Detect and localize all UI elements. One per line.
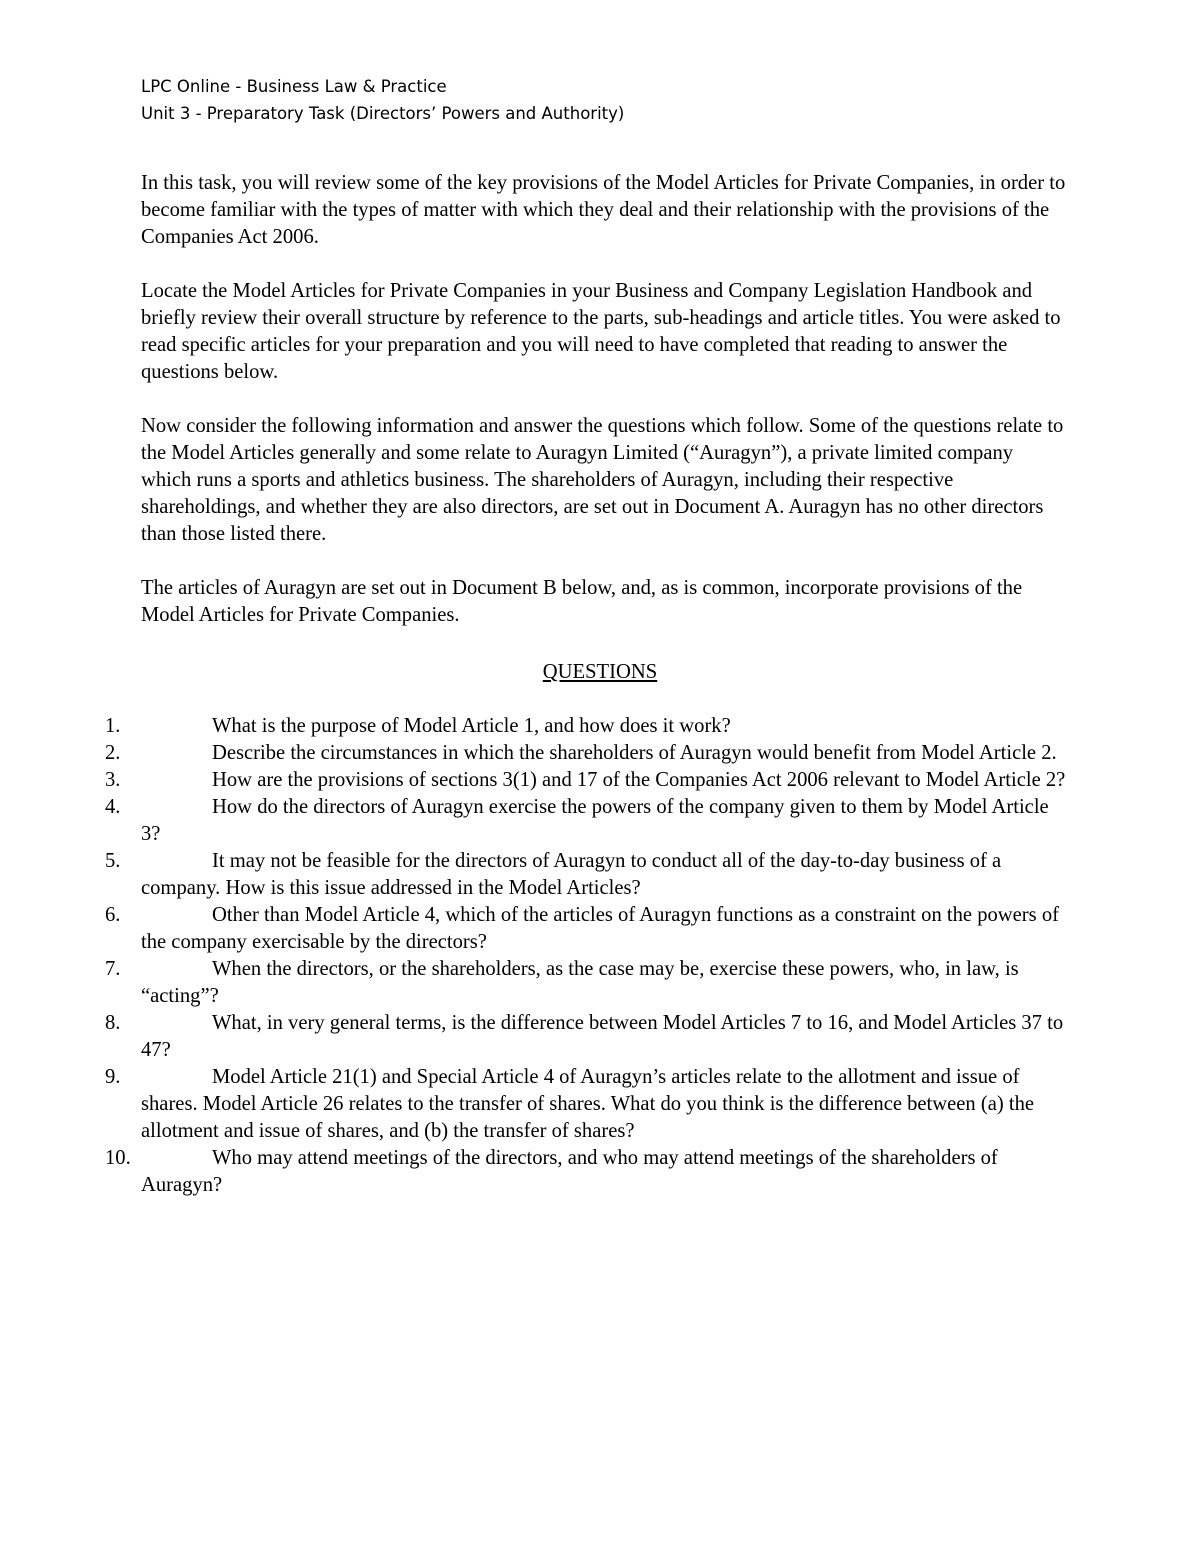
articles-paragraph: The articles of Auragyn are set out in Document B below, and, as is common, incorporate provisions of the Model Articles for Private Companies. xyxy=(141,577,1023,626)
question-item xyxy=(0,902,1071,956)
question-text: How do the directors of Auragyn exercise the powers of the company given to them by Model Article 3? xyxy=(141,796,1049,845)
question-item xyxy=(0,740,1071,767)
question-item xyxy=(0,848,1071,902)
questions-heading: QUESTIONS xyxy=(542,661,658,683)
question-text: Who may attend meetings of the directors, and who may attend meetings of the shareholders of Auragyn? xyxy=(141,1147,998,1196)
question-item xyxy=(0,794,1071,848)
question-item xyxy=(0,713,1071,740)
question-number: 7. xyxy=(105,958,121,980)
question-text: It may not be feasible for the directors of Auragyn to conduct all of the day-to-day business of a company. How is this issue addressed in the Model Articles? xyxy=(141,850,1002,899)
question-number: 8. xyxy=(105,1012,121,1034)
instructions-paragraph: Locate the Model Articles for Private Companies in your Business and Company Legislation Handbook and briefly review their overall structure by reference to the parts, sub-headings and article titles. You were asked to read specific articles for your preparation and you will need to have completed that reading to answer the questions below. xyxy=(141,280,1061,383)
question-number: 6. xyxy=(105,904,121,926)
question-item xyxy=(0,767,1071,794)
question-text: How are the provisions of sections 3(1) and 17 of the Companies Act 2006 relevant to Model Article 2? xyxy=(212,769,1066,791)
question-number: 4. xyxy=(105,796,121,818)
question-item xyxy=(0,1064,1071,1145)
question-item xyxy=(0,1010,1071,1064)
question-text: When the directors, or the shareholders, as the case may be, exercise these powers, who, in law, is “acting”? xyxy=(141,958,1019,1007)
question-number: 9. xyxy=(105,1066,121,1088)
question-text: What is the purpose of Model Article 1, and how does it work? xyxy=(212,715,731,737)
question-text: Model Article 21(1) and Special Article 4 of Auragyn’s articles relate to the allotment and issue of shares. Model Article 26 relates to the transfer of shares. What do you think is the difference between (a) the allotment and issue of shares, and (b) the transfer of shares? xyxy=(141,1066,1035,1142)
question-number: 3. xyxy=(105,769,121,791)
intro-paragraph: In this task, you will review some of the key provisions of the Model Articles for Private Companies, in order to become familiar with the types of matter with which they deal and their relationship with the provisions of the Companies Act 2006. xyxy=(141,172,1066,248)
document-header xyxy=(141,73,624,127)
scenario-paragraph: Now consider the following information and answer the questions which follow. Some of the questions relate to the Model Articles generally and some relate to Auragyn Limited (“Auragyn”), a private limited company which runs a sports and athletics business. The shareholders of Auragyn, including their respective shareholdings, and whether they are also directors, are set out in Document A. Auragyn has no other directors than those listed there. xyxy=(141,415,1064,545)
question-number: 1. xyxy=(105,715,121,737)
question-item xyxy=(0,956,1071,1010)
question-text: Describe the circumstances in which the shareholders of Auragyn would benefit from Model Article 2. xyxy=(212,742,1057,764)
task-introduction xyxy=(141,170,1066,656)
question-number: 10. xyxy=(105,1147,131,1169)
question-text: What, in very general terms, is the difference between Model Articles 7 to 16, and Model Articles 37 to 47? xyxy=(141,1012,1064,1061)
course-title: LPC Online - Business Law & Practice xyxy=(141,77,447,96)
questions-heading-container xyxy=(0,659,1200,686)
question-text: Other than Model Article 4, which of the articles of Auragyn functions as a constraint on the powers of the company exercisable by the directors? xyxy=(141,904,1059,953)
question-item xyxy=(0,1145,1071,1199)
question-number: 5. xyxy=(105,850,121,872)
unit-title: Unit 3 - Preparatory Task (Directors’ Powers and Authority) xyxy=(141,104,625,123)
questions-list xyxy=(0,713,1200,1199)
question-number: 2. xyxy=(105,742,121,764)
